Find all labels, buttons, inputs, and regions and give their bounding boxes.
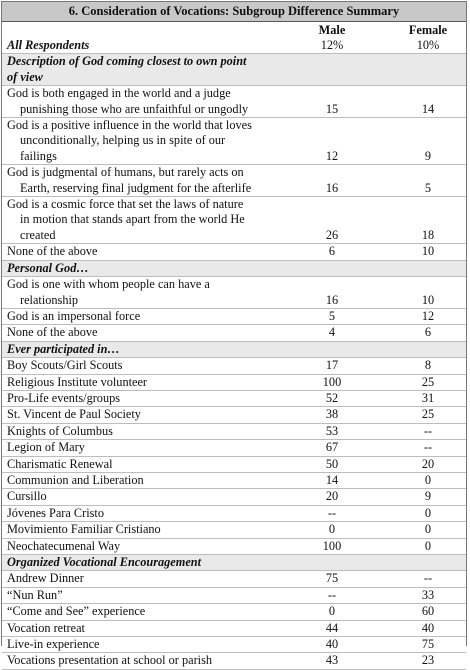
male-value: 53 [325, 423, 339, 438]
row-label-line: God is a cosmic force that set the laws of nature [7, 197, 244, 212]
table-row [2, 637, 466, 653]
row-label-line: Movimiento Familiar Cristiano [7, 522, 161, 537]
male-value: 5 [328, 308, 336, 323]
table-row [2, 571, 466, 587]
female-value: 33 [421, 587, 435, 602]
female-value: -- [423, 423, 433, 438]
row-label [2, 424, 307, 439]
row-label-line: Personal God… [7, 260, 89, 275]
row-label-line: Vocations presentation at school or parish [7, 653, 213, 668]
male-value: 75 [325, 571, 339, 586]
row-label-line: None of the above [7, 325, 98, 340]
table-row [2, 309, 466, 325]
table-row [2, 118, 466, 165]
row-label-line: “Come and See” experience [7, 604, 146, 619]
male-value: 16 [325, 180, 339, 195]
row-label [2, 261, 307, 276]
row-label [2, 86, 307, 117]
row-label [2, 588, 307, 603]
female-value: 10 [421, 244, 435, 259]
table-row [2, 588, 466, 604]
summary-table [1, 1, 467, 668]
table-row [2, 424, 466, 440]
row-label [2, 165, 307, 196]
row-label-line: God is both engaged in the world and a judge [7, 86, 231, 101]
male-value: 17 [325, 358, 339, 373]
row-label-line: Description of God coming closest to own point [7, 54, 247, 69]
female-value: 8 [424, 358, 432, 373]
row-label [2, 653, 307, 668]
row-label [2, 358, 307, 373]
row-label-line: of view [7, 69, 43, 84]
female-value: 20 [421, 456, 435, 471]
male-value: 26 [325, 227, 339, 242]
table-row [2, 506, 466, 522]
female-value: -- [423, 571, 433, 586]
table-row [2, 244, 466, 260]
male-value: 20 [325, 489, 339, 504]
table-body [2, 38, 466, 670]
female-value: 25 [421, 374, 435, 389]
female-value: 9 [424, 148, 432, 163]
female-value: 40 [421, 620, 435, 635]
male-value: 0 [328, 604, 336, 619]
row-label [2, 342, 307, 357]
row-label-line: Ever participated in… [7, 341, 120, 356]
male-value: 6 [328, 244, 336, 259]
male-value: 67 [325, 440, 339, 455]
female-value: 23 [421, 653, 435, 668]
male-value: 4 [328, 325, 336, 340]
male-value: 15 [325, 101, 339, 116]
row-label-line: Earth, reserving final judgment for the afterlife [20, 180, 252, 195]
row-label-line: Neochatecumenal Way [7, 538, 121, 553]
row-label-line: God is judgmental of humans, but rarely acts on [7, 165, 244, 180]
column-header-female: Female [408, 22, 448, 37]
row-label-line: Live-in experience [7, 637, 100, 652]
female-value: 0 [424, 472, 432, 487]
row-label [2, 197, 307, 243]
row-label [2, 604, 307, 619]
male-value: 43 [325, 653, 339, 668]
male-value: 52 [325, 390, 339, 405]
row-label [2, 407, 307, 422]
table-row [2, 522, 466, 538]
table-row [2, 440, 466, 456]
female-value: 0 [424, 505, 432, 520]
female-value: -- [423, 440, 433, 455]
section-heading-row [2, 555, 466, 571]
male-value: 12 [325, 148, 339, 163]
row-label-line: None of the above [7, 244, 98, 259]
row-label [2, 506, 307, 521]
female-value: 10 [421, 292, 435, 307]
row-label-line: Knights of Columbus [7, 423, 113, 438]
female-value: 0 [424, 522, 432, 537]
row-label [2, 637, 307, 652]
row-label [2, 375, 307, 390]
row-label [2, 277, 307, 308]
row-label-line: Boy Scouts/Girl Scouts [7, 358, 123, 373]
row-label-line: Vocation retreat [7, 620, 85, 635]
table-row [2, 197, 466, 244]
row-label [2, 555, 307, 570]
table-row [2, 621, 466, 637]
female-value: 9 [424, 489, 432, 504]
row-label-line: God is a positive influence in the world that loves [7, 118, 252, 133]
row-label-line: relationship [20, 292, 79, 307]
row-label [2, 457, 307, 472]
male-value: 44 [325, 620, 339, 635]
row-label-line: God is an impersonal force [7, 308, 141, 323]
table-row [2, 604, 466, 620]
female-value: 18 [421, 227, 435, 242]
table-row [2, 653, 466, 669]
section-heading-row [2, 342, 466, 358]
row-label-line: created [20, 227, 56, 242]
table-row [2, 86, 466, 118]
row-label [2, 539, 307, 554]
row-label [2, 118, 307, 164]
male-value: 50 [325, 456, 339, 471]
row-label-line: Jóvenes Para Cristo [7, 505, 104, 520]
row-label-line: Pro-Life events/groups [7, 390, 121, 405]
row-label [2, 309, 307, 324]
male-value: 0 [328, 522, 336, 537]
female-value: 75 [421, 637, 435, 652]
row-label-line: “Nun Run” [7, 587, 63, 602]
table-row [2, 539, 466, 555]
row-label-line: failings [20, 148, 57, 163]
male-value: 38 [325, 407, 339, 422]
row-label-line: Legion of Mary [7, 440, 85, 455]
row-label-line: unconditionally, helping us in spite of our [20, 133, 226, 148]
table-row [2, 277, 466, 309]
section-heading-row [2, 54, 466, 86]
male-value: 12% [320, 38, 344, 52]
row-label [2, 391, 307, 406]
row-label [2, 522, 307, 537]
row-label-line: Religious Institute volunteer [7, 374, 148, 389]
row-label-line: punishing those who are unfaithful or ungodly [20, 101, 249, 116]
table-row [2, 358, 466, 374]
row-label-line: Organized Vocational Encouragement [7, 555, 202, 569]
row-label [2, 473, 307, 488]
female-value: 6 [424, 325, 432, 340]
female-value: 31 [421, 390, 435, 405]
row-label [2, 571, 307, 586]
table-row [2, 38, 466, 54]
row-label-line: Andrew Dinner [7, 571, 84, 586]
column-header-row [2, 22, 466, 38]
male-value: 100 [322, 374, 342, 389]
male-value: 40 [325, 637, 339, 652]
row-label-line: Communion and Liberation [7, 472, 144, 487]
female-value: 14 [421, 101, 435, 116]
row-label [2, 440, 307, 455]
row-label [2, 244, 307, 259]
female-value: 0 [424, 538, 432, 553]
row-label-line: in motion that stands apart from the world He [20, 212, 245, 227]
table-row [2, 473, 466, 489]
table-title: 6. Consideration of Vocations: Subgroup Difference Summary [2, 2, 466, 22]
female-value: 60 [421, 604, 435, 619]
row-label-line: St. Vincent de Paul Society [7, 407, 141, 422]
male-value: -- [327, 505, 337, 520]
row-label-line: All Respondents [7, 38, 90, 52]
female-value: 10% [416, 38, 440, 52]
female-value: 5 [424, 180, 432, 195]
table-row [2, 457, 466, 473]
male-value: 14 [325, 472, 339, 487]
row-label [2, 621, 307, 636]
table-row [2, 407, 466, 423]
row-label [2, 38, 307, 53]
row-label-line: God is one with whom people can have a [7, 277, 210, 292]
table-row [2, 165, 466, 197]
female-value: 25 [421, 407, 435, 422]
table-row [2, 325, 466, 341]
column-header-male: Male [318, 22, 346, 37]
row-label-line: Charismatic Renewal [7, 456, 113, 471]
row-label [2, 325, 307, 340]
row-label [2, 54, 307, 85]
female-value: 12 [421, 308, 435, 323]
table-row [2, 375, 466, 391]
male-value: 100 [322, 538, 342, 553]
row-label-line: Cursillo [7, 489, 47, 504]
table-row [2, 391, 466, 407]
row-label [2, 489, 307, 504]
male-value: 16 [325, 292, 339, 307]
table-row [2, 489, 466, 505]
male-value: -- [327, 587, 337, 602]
section-heading-row [2, 261, 466, 277]
